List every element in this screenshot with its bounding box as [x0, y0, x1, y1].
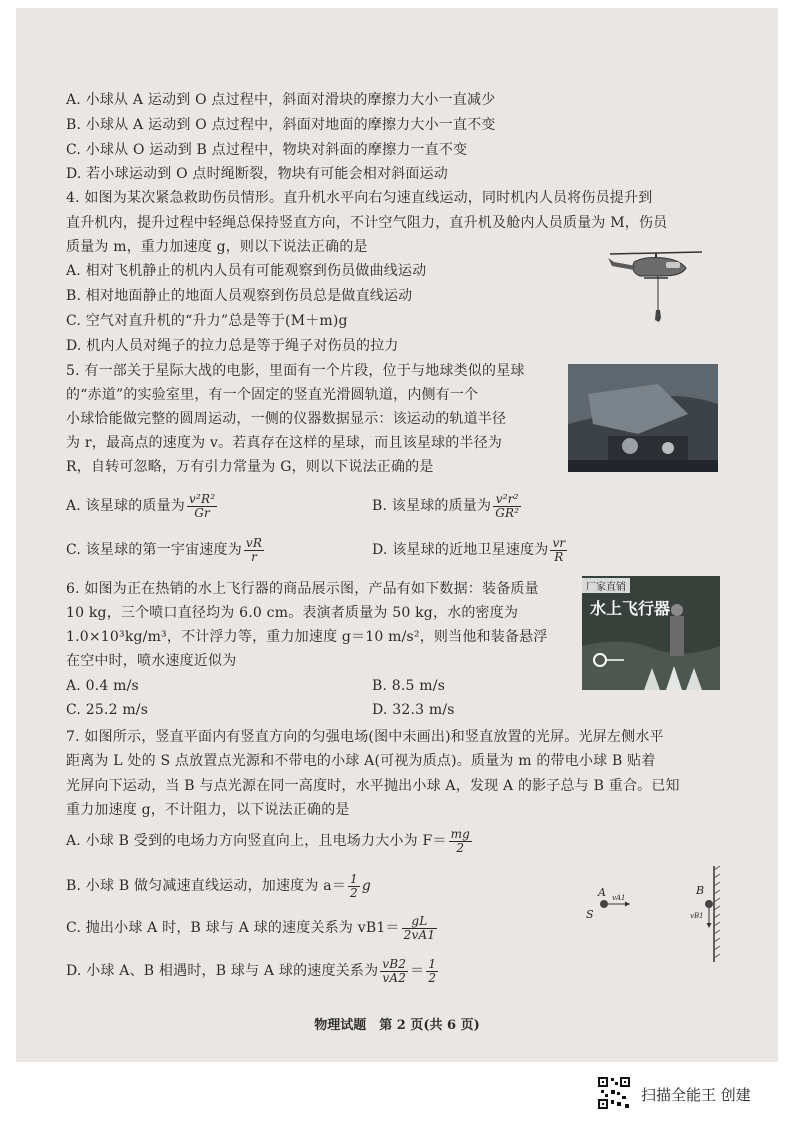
fraction-numerator: 1 [428, 956, 437, 971]
q7-option-a [66, 826, 474, 856]
fraction-denominator: 2 [456, 840, 465, 855]
label-b: B [696, 884, 705, 897]
photo-title: 水上飞行器 [590, 599, 671, 618]
q7-option-d-fraction [380, 958, 408, 985]
q7-option-d-text: D. 小球 A、B 相遇时，B 球与 A 球的速度关系为 [66, 963, 379, 979]
q4-option-d: D. 机内人员对绳子的拉力总是等于绳子对伤员的拉力 [66, 338, 399, 354]
qr-code-icon [597, 1076, 631, 1110]
q5-option-a [66, 491, 219, 521]
q6-stem-line-4: 在空中时，喷水速度近似为 [66, 653, 237, 669]
q3-option-a: A. 小球从 A 运动到 O 点过程中，斜面对滑块的摩擦力大小一直减少 [66, 92, 496, 108]
q7-option-d-fraction-2 [426, 958, 438, 985]
fraction-denominator: 2vA1 [403, 927, 436, 942]
q4-option-c: C. 空气对直升机的“升力”总是等于(M＋m)g [66, 313, 348, 329]
q7-option-d-equals: ＝ [410, 963, 425, 979]
fraction-denominator: vA2 [382, 970, 407, 985]
q5-option-a-text: A. 该星球的质量为 [66, 498, 186, 514]
q5-stem-line-2: 的“赤道”的实验室里，有一个固定的竖直光滑圆轨道，内侧有一个 [66, 387, 479, 403]
q7-option-b-fraction [348, 873, 360, 900]
q7-option-c-text: C. 抛出小球 A 时，B 球与 A 球的速度关系为 vB1＝ [66, 920, 400, 936]
q3-option-d: D. 若小球运动到 O 点时绳断裂，物块有可能会相对斜面运动 [66, 166, 449, 182]
q6-option-b: B. 8.5 m/s [372, 678, 446, 694]
q6-option-a: A. 0.4 m/s [66, 678, 139, 694]
q5-option-b-fraction [493, 493, 521, 520]
page-footer: 物理试题 第 2 页(共 6 页) [314, 1018, 480, 1033]
q6-stem-line-3: 1.0×10³kg/m³，不计浮力等，重力加速度 g＝10 m/s²，则当他和装备悬浮 [66, 629, 548, 645]
q7-stem-line-4: 重力加速度 g，不计阻力，以下说法正确的是 [66, 802, 350, 818]
q7-option-a-text: A. 小球 B 受到的电场力方向竖直向上，且电场力大小为 F＝ [66, 833, 447, 849]
q7-option-a-fraction [449, 828, 472, 855]
fraction-denominator: 2 [428, 970, 437, 985]
q5-stem-line-3: 小球恰能做完整的圆周运动，一侧的仪器数据显示：该运动的轨道半径 [66, 411, 507, 427]
q4-stem-line-2: 直升机内，提升过程中轻绳总保持竖直方向，不计空气阻力，直升机及舱内人员质量为 M，伤员 [66, 215, 668, 231]
fraction-numerator: vB2 [382, 956, 407, 971]
fraction-numerator: v²r² [493, 493, 521, 507]
q6-stem-line-1: 6. 如图为正在热销的水上飞行器的商品展示图，产品有如下数据：装备质量 [66, 581, 539, 597]
fraction-numerator: v²R² [189, 491, 216, 506]
label-a: A [598, 886, 606, 899]
q4-stem-line-3: 质量为 m，重力加速度 g，则以下说法正确的是 [66, 239, 368, 255]
q7-option-c-fraction [402, 915, 438, 942]
helicopter-figure [604, 248, 708, 324]
movie-scene-photo [568, 364, 718, 472]
fraction-denominator: r [251, 549, 257, 564]
q5-option-d [372, 535, 569, 565]
q5-stem-line-4: 为 r，最高点的速度为 v。若真存在这样的星球，而且该星球的半径为 [66, 435, 503, 451]
label-s: S [586, 908, 594, 921]
q5-option-c-fraction [244, 537, 264, 564]
fraction-numerator: vR [245, 535, 263, 550]
q6-option-d: D. 32.3 m/s [372, 702, 455, 718]
q4-option-a: A. 相对飞机静止的机内人员有可能观察到伤员做曲线运动 [66, 263, 427, 279]
q7-stem-line-3: 光屏向下运动，当 B 与点光源在同一高度时，水平抛出小球 A，发现 A 的影子总与 B 重合。已知 [66, 778, 680, 794]
q7-option-d [66, 956, 440, 986]
q5-stem-line-5: R，自转可忽略，万有引力常量为 G，则以下说法正确的是 [66, 459, 434, 475]
fraction-numerator: gL [402, 915, 438, 929]
q7-option-c [66, 913, 439, 943]
q7-option-b [66, 871, 371, 901]
q5-option-c-text: C. 该星球的第一宇宙速度为 [66, 542, 242, 558]
fraction-numerator: mg [450, 826, 471, 841]
q4-stem-line-1: 4. 如图为某次紧急救助伤员情形。直升机水平向右匀速直线运动，同时机内人员将伤员提升到 [66, 190, 653, 206]
q5-option-d-fraction [550, 537, 567, 564]
q6-option-c: C. 25.2 m/s [66, 702, 149, 718]
q7-stem-line-1: 7. 如图所示，竖直平面内有竖直方向的匀强电场(图中未画出)和竖直放置的光屏。光屏左侧水平 [66, 729, 664, 745]
fraction-numerator: 1 [349, 871, 358, 886]
fraction-denominator: 2 [349, 885, 358, 900]
q4-option-b: B. 相对地面静止的地面人员观察到伤员总是做直线运动 [66, 288, 413, 304]
fraction-denominator: R [554, 549, 564, 564]
fraction-denominator: Gr [194, 505, 210, 520]
q5-option-b [372, 491, 523, 521]
label-vb1: vB1 [690, 912, 704, 920]
q7-stem-line-2: 距离为 L 处的 S 点放置点光源和不带电的小球 A(可视为质点)。质量为 m 的带电小球 B 贴着 [66, 753, 656, 769]
label-va1: vA1 [612, 894, 626, 902]
scanner-watermark-text: 扫描全能王 创建 [641, 1086, 751, 1104]
jetpack-product-photo [582, 576, 720, 690]
q3-option-b: B. 小球从 A 运动到 O 点过程中，斜面对地面的摩擦力大小一直不变 [66, 117, 496, 133]
q7-option-b-text: B. 小球 B 做匀减速直线运动，加速度为 a＝ [66, 878, 346, 894]
q5-option-d-text: D. 该星球的近地卫星速度为 [372, 542, 549, 558]
q5-stem-line-1: 5. 有一部关于星际大战的电影，里面有一个片段，位于与地球类似的星球 [66, 363, 525, 379]
q6-stem-line-2: 10 kg，三个喷口直径均为 6.0 cm。表演者质量为 50 kg，水的密度为 [66, 605, 519, 621]
badge-label: 厂家直销 [582, 578, 630, 593]
fraction-numerator: vr [552, 535, 566, 550]
q5-option-a-fraction [187, 493, 217, 520]
fraction-denominator: GR² [495, 505, 520, 520]
jetpack-photo-art [582, 576, 720, 690]
q5-option-c [66, 535, 266, 565]
q5-option-b-text: B. 该星球的质量为 [372, 498, 492, 514]
q7-option-b-suffix: g [361, 878, 371, 894]
q3-option-c: C. 小球从 O 运动到 B 点过程中，物块对斜面的摩擦力一直不变 [66, 142, 468, 158]
q7-diagram [584, 862, 734, 966]
